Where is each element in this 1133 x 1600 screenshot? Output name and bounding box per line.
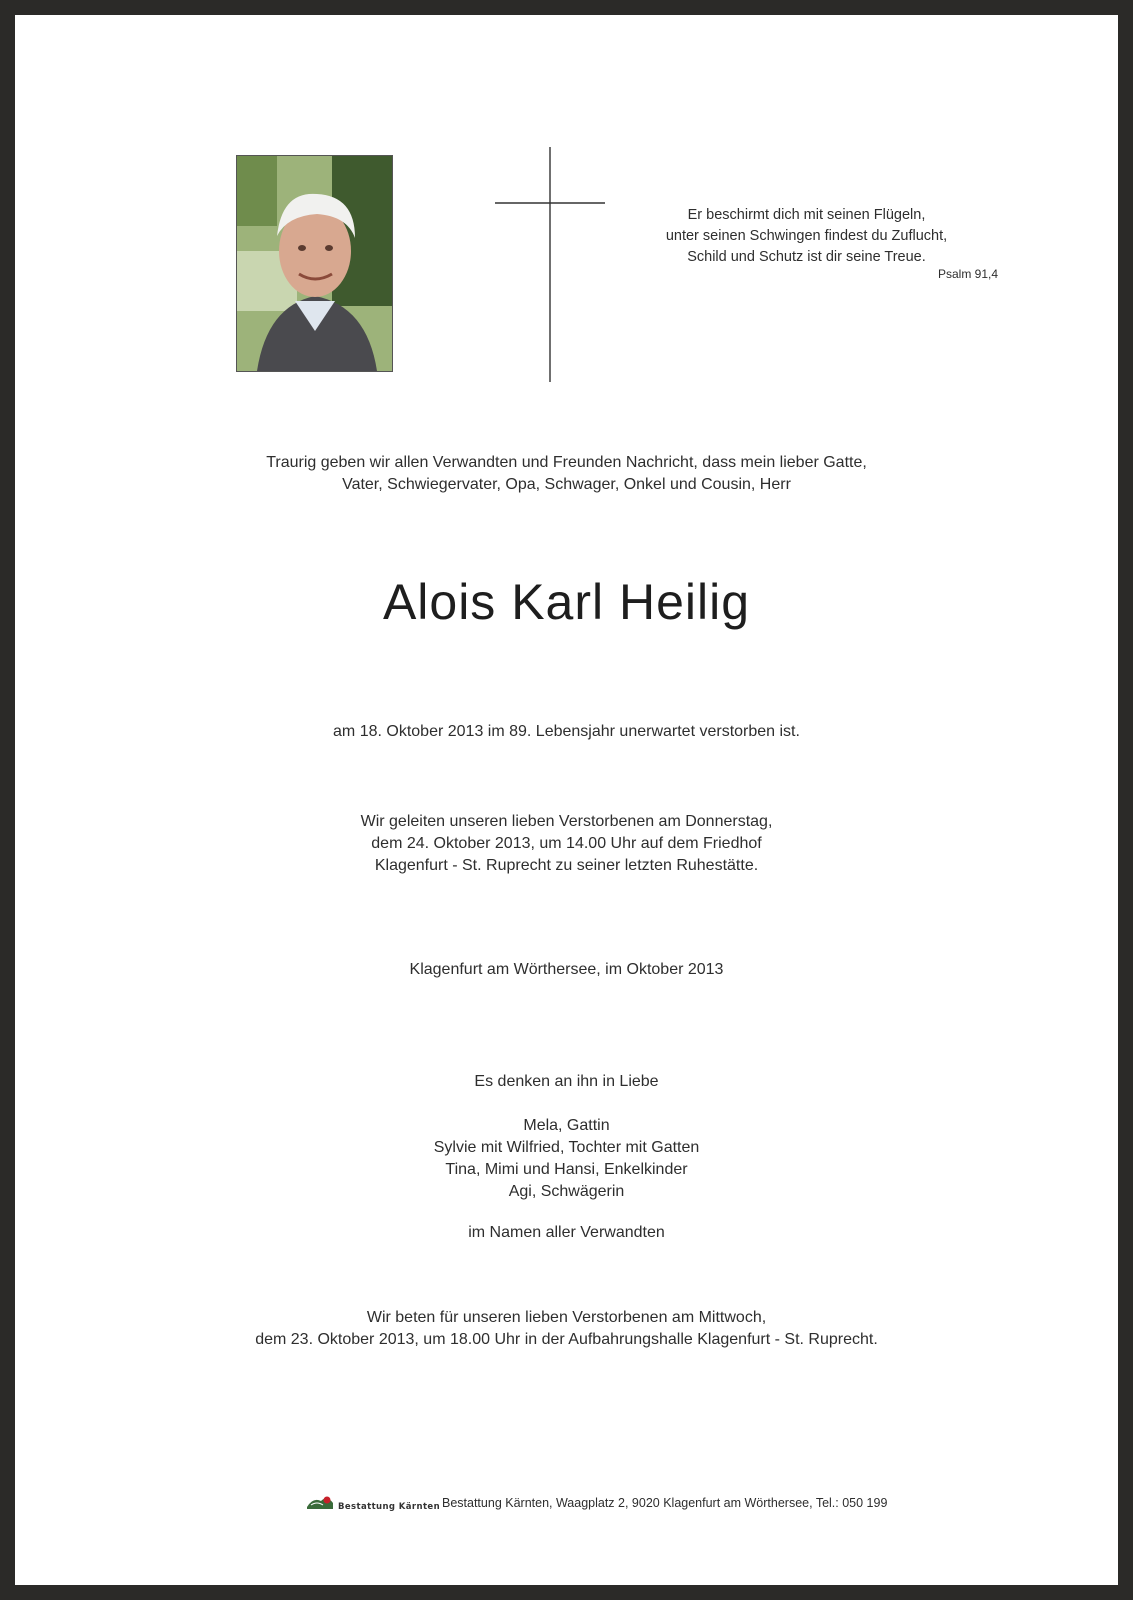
prayer-info — [15, 1307, 1118, 1351]
mourners-closing-text: im Namen aller Verwandten — [468, 1224, 665, 1241]
psalm-line: Schild und Schutz ist dir seine Treue. — [687, 249, 926, 265]
psalm-line: unter seinen Schwingen findest du Zuflucht, — [665, 228, 948, 244]
intro-text — [15, 452, 1118, 496]
mourner-item: Mela, Gattin — [523, 1117, 610, 1134]
footer-address: Bestattung Kärnten, Waagplatz 2, 9020 Klagenfurt am Wörthersee, Tel.: 050 199 — [442, 1496, 888, 1510]
cross-icon — [495, 147, 605, 382]
psalm-line: Er beschirmt dich mit seinen Flügeln, — [687, 207, 926, 223]
mourners-heading — [15, 1071, 1118, 1093]
prayer-line: dem 23. Oktober 2013, um 18.00 Uhr in der Aufbahrungshalle Klagenfurt - St. Ruprecht. — [255, 1331, 878, 1348]
mourner-item: Sylvie mit Wilfried, Tochter mit Gatten — [433, 1139, 700, 1156]
psalm-reference: Psalm 91,4 — [937, 267, 998, 281]
mourners-closing — [15, 1222, 1118, 1244]
psalm-quote — [615, 205, 998, 282]
place-date — [15, 959, 1118, 981]
funeral-line: dem 24. Oktober 2013, um 14.00 Uhr auf dem Friedhof — [371, 835, 762, 852]
footer — [305, 1491, 925, 1515]
mourner-item: Tina, Mimi und Hansi, Enkelkinder — [445, 1161, 688, 1178]
mourners-list — [15, 1115, 1118, 1203]
funeral-line: Klagenfurt - St. Ruprecht zu seiner letzten Ruhestätte. — [374, 857, 759, 874]
mourners-heading-text: Es denken an ihn in Liebe — [474, 1073, 659, 1090]
mourner-item: Agi, Schwägerin — [508, 1183, 625, 1200]
death-notice — [15, 721, 1118, 743]
intro-line: Vater, Schwiegervater, Opa, Schwager, Onkel und Cousin, Herr — [342, 476, 791, 493]
portrait-photo — [236, 155, 393, 372]
prayer-line: Wir beten für unseren lieben Verstorbenen am Mittwoch, — [366, 1309, 767, 1326]
portrait-illustration — [237, 156, 392, 371]
logo-text: Bestattung Kärnten — [338, 1502, 441, 1512]
intro-line: Traurig geben wir allen Verwandten und Freunden Nachricht, dass mein lieber Gatte, — [266, 454, 867, 471]
funeral-line: Wir geleiten unseren lieben Verstorbenen am Donnerstag, — [360, 813, 773, 830]
deceased-name: Alois Karl Heilig — [382, 574, 751, 630]
place-date-line: Klagenfurt am Wörthersee, im Oktober 2013 — [409, 961, 724, 978]
obituary-sheet — [15, 15, 1118, 1585]
funeral-info — [15, 811, 1118, 877]
death-notice-line: am 18. Oktober 2013 im 89. Lebensjahr unerwartet verstorben ist. — [333, 723, 800, 740]
